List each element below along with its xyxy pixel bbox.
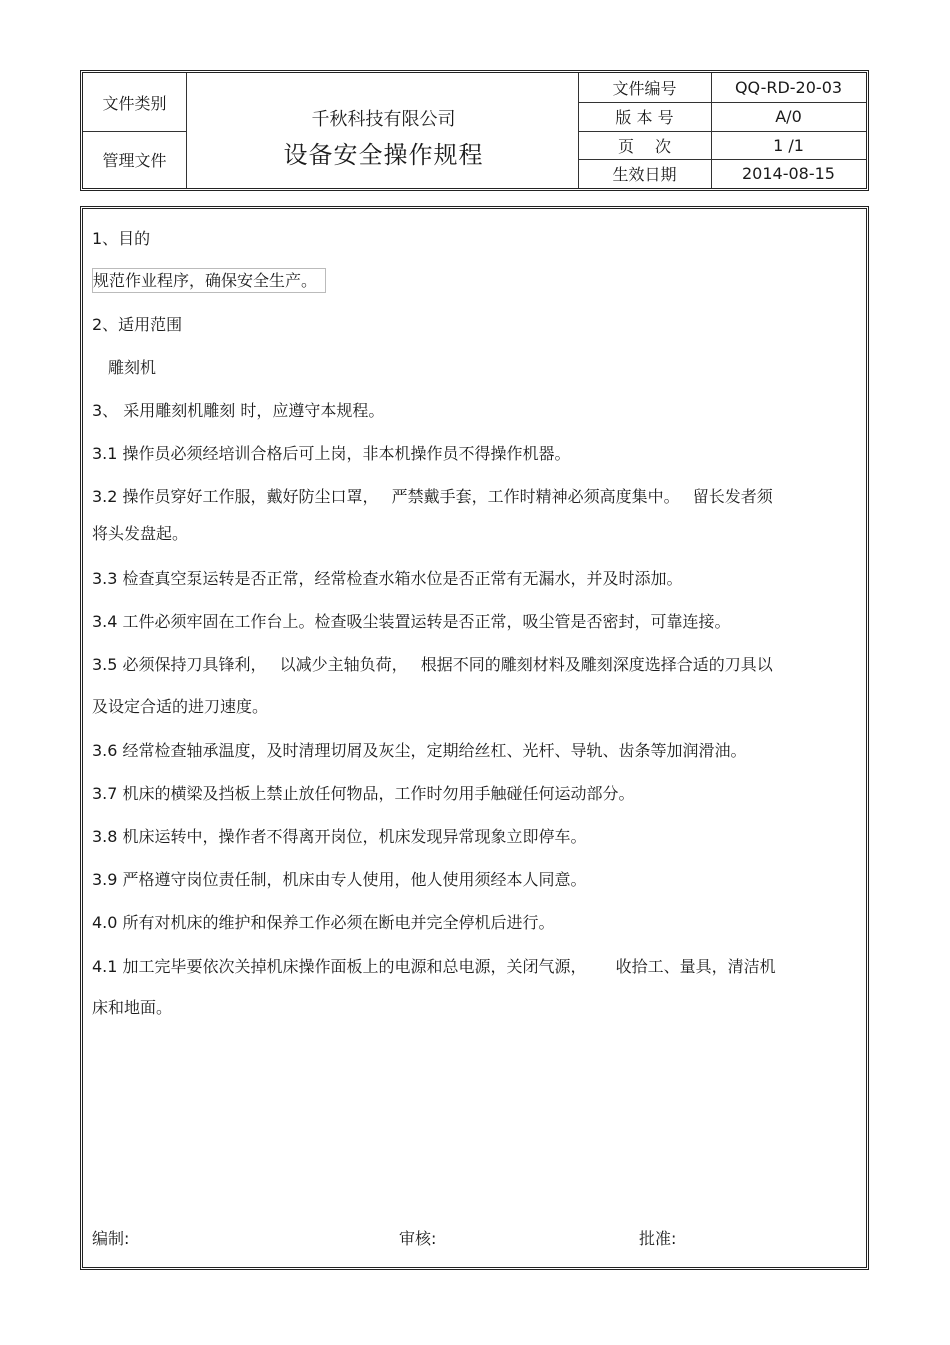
effective-date-label: 生效日期 xyxy=(612,165,677,184)
page-title: 设备安全操作规程 xyxy=(283,141,484,169)
rule-item: 3.7 机床的横梁及挡板上禁止放任何物品，工作时勿用手触碰任何运动部分。 xyxy=(92,784,635,803)
rule-item: 3.1 操作员必须经培训合格后可上岗，非本机操作员不得操作机器。 xyxy=(92,444,571,463)
rule-item-continued: 将头发盘起。 xyxy=(92,524,189,543)
approved-by-label: 批准: xyxy=(639,1229,677,1248)
document-header xyxy=(80,70,869,191)
rule-item: 3.4 工件必须牢固在工作台上。检查吸尘装置运转是否正常，吸尘管是否密封，可靠连接。 xyxy=(92,612,731,631)
version-label: 版 本 号 xyxy=(615,108,674,127)
header-divider xyxy=(186,73,187,188)
rule-item: 3.9 严格遵守岗位责任制，机床由专人使用，他人使用须经本人同意。 xyxy=(92,870,587,889)
rule-item: 4.0 所有对机床的维护和保养工作必须在断电并完全停机后进行。 xyxy=(92,913,555,932)
purpose-text xyxy=(92,268,326,291)
document-body xyxy=(80,206,869,1270)
rule-item-continued: 及设定合适的进刀速度。 xyxy=(92,697,269,716)
rule-item: 3.6 经常检查轴承温度，及时清理切屑及灰尘，定期给丝杠、光杆、导轨、齿条等加润滑油。 xyxy=(92,741,747,760)
category-value: 管理文件 xyxy=(102,151,167,170)
company-name: 千秋科技有限公司 xyxy=(311,109,456,130)
page-label: 页 次 xyxy=(617,136,672,156)
rule-item: 3.3 检查真空泵运转是否正常，经常检查水箱水位是否正常有无漏水，并及时添加。 xyxy=(92,569,683,588)
rule-item: 4.1 加工完毕要依次关掉机床操作面板上的电源和总电源，关闭气源， 收拾工、量具，清洁机 xyxy=(92,957,776,976)
rule-item: 3.5 必须保持刀具锋利， 以减少主轴负荷， 根据不同的雕刻材料及雕刻深度选择合适的刀具以 xyxy=(92,655,773,674)
version-value: A/0 xyxy=(775,107,802,126)
section-heading: 2、适用范围 xyxy=(92,315,183,334)
rule-item: 3.8 机床运转中，操作者不得离开岗位，机床发现异常现象立即停车。 xyxy=(92,827,587,846)
page-value: 1 /1 xyxy=(773,135,804,155)
doc-number-label: 文件编号 xyxy=(612,79,677,98)
purpose-text-box: 规范作业程序，确保安全生产。 xyxy=(92,268,326,293)
rule-item: 3.2 操作员穿好工作服，戴好防尘口罩， 严禁戴手套，工作时精神必须高度集中。 留长发者须 xyxy=(92,487,773,506)
effective-date-value: 2014-08-15 xyxy=(742,164,835,183)
doc-number-value: QQ-RD-20-03 xyxy=(734,78,843,97)
rule-item-continued: 床和地面。 xyxy=(92,998,173,1017)
category-label: 文件类别 xyxy=(102,93,167,113)
section-heading: 1、目的 xyxy=(92,229,151,248)
scope-text: 雕刻机 xyxy=(92,358,157,377)
section-heading: 3、 采用雕刻机雕刻 时，应遵守本规程。 xyxy=(92,401,385,420)
prepared-by-label: 编制: xyxy=(92,1229,130,1248)
reviewed-by-label: 审核: xyxy=(399,1229,437,1248)
